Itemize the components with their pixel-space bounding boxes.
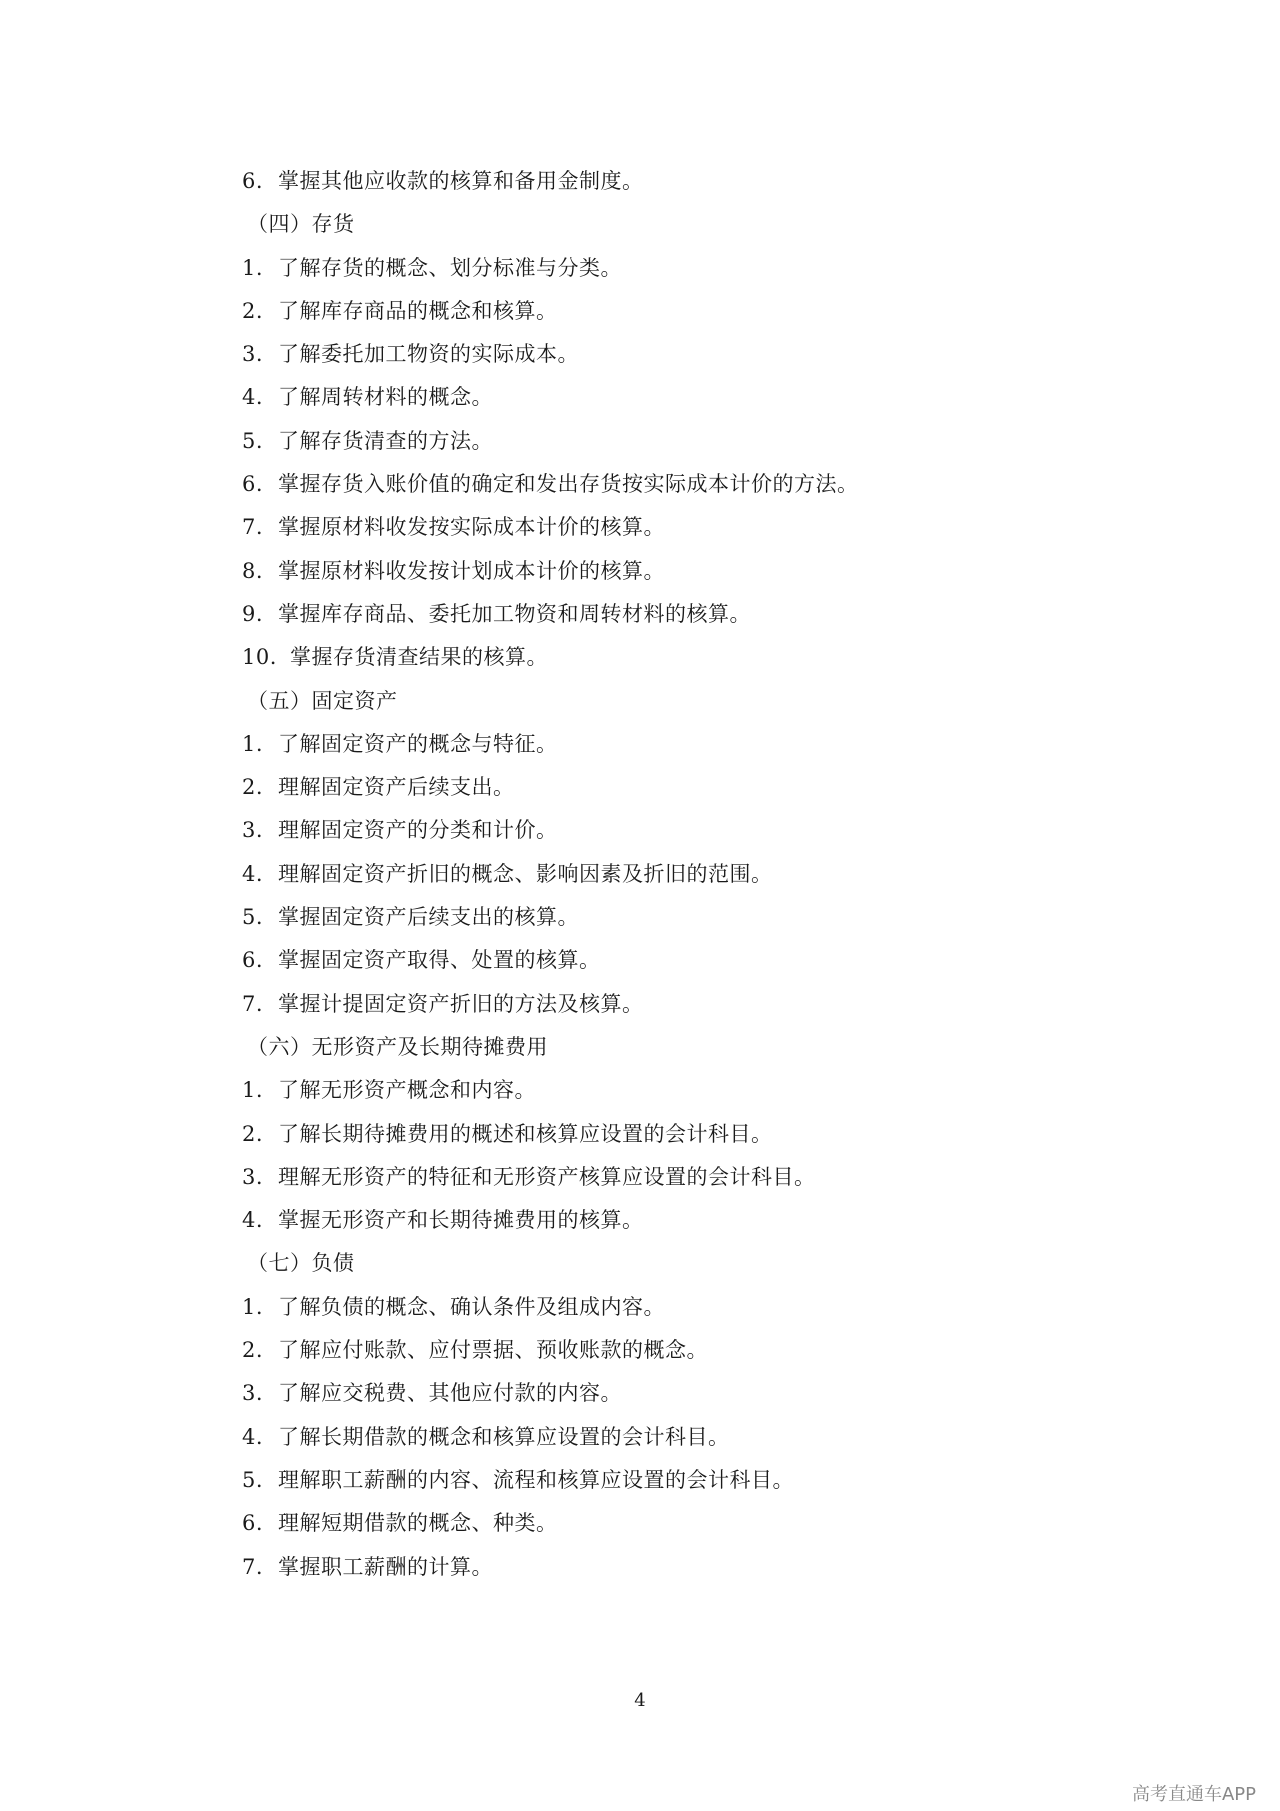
list-item-number: 2. xyxy=(242,775,264,800)
list-item xyxy=(0,1286,1280,1329)
list-item-number: 3. xyxy=(242,1164,264,1189)
section-heading-text: （四）存货 xyxy=(247,212,355,237)
list-item-text: 掌握库存商品、委托加工物资和周转材料的核算。 xyxy=(278,601,751,626)
list-item xyxy=(0,333,1280,376)
list-item-number: 5. xyxy=(242,1467,264,1492)
list-item-text: 掌握存货入账价值的确定和发出存货按实际成本计价的方法。 xyxy=(278,472,859,497)
list-item-text: 了解无形资产概念和内容。 xyxy=(278,1078,536,1103)
list-item-text: 理解固定资产的分类和计价。 xyxy=(278,818,558,843)
section-heading-text: （六）无形资产及长期待摊费用 xyxy=(247,1034,548,1059)
list-item-number: 1. xyxy=(242,1294,264,1319)
list-item xyxy=(0,593,1280,636)
list-item-number: 1. xyxy=(242,255,264,280)
list-item-number: 3. xyxy=(242,342,264,367)
list-item-number: 6. xyxy=(242,169,264,193)
list-item-text: 掌握其他应收款的核算和备用金制度。 xyxy=(278,169,644,193)
list-item xyxy=(0,420,1280,463)
list-item xyxy=(0,550,1280,593)
list-item-number: 1. xyxy=(242,1078,264,1103)
list-item-number: 10. xyxy=(242,645,277,670)
list-item xyxy=(0,853,1280,896)
list-item-text: 了解负债的概念、确认条件及组成内容。 xyxy=(278,1294,665,1319)
list-item xyxy=(0,160,1280,203)
list-item-text: 掌握固定资产取得、处置的核算。 xyxy=(278,948,601,973)
list-item xyxy=(0,766,1280,809)
watermark-text: 高考直通车APP xyxy=(1131,1784,1256,1805)
list-item-number: 4. xyxy=(242,1208,264,1233)
list-item xyxy=(0,983,1280,1026)
list-item-number: 2. xyxy=(242,1121,264,1146)
section-heading-text: （七）负债 xyxy=(247,1251,355,1276)
list-item xyxy=(0,723,1280,766)
list-item-number: 3. xyxy=(242,1381,264,1406)
list-item xyxy=(0,1416,1280,1459)
list-item xyxy=(0,1502,1280,1545)
list-item xyxy=(0,896,1280,939)
list-item-number: 1. xyxy=(242,731,264,756)
list-item xyxy=(0,1459,1280,1502)
list-item-number: 6. xyxy=(242,472,264,497)
list-item-text: 掌握存货清查结果的核算。 xyxy=(290,645,548,670)
list-item xyxy=(0,939,1280,982)
list-item-text: 掌握原材料收发按实际成本计价的核算。 xyxy=(278,515,665,540)
list-item-number: 3. xyxy=(242,818,264,843)
list-item-number: 5. xyxy=(242,905,264,930)
list-item-text: 了解库存商品的概念和核算。 xyxy=(278,298,558,323)
list-item xyxy=(0,1199,1280,1242)
list-item-text: 掌握无形资产和长期待摊费用的核算。 xyxy=(278,1208,644,1233)
list-item-number: 6. xyxy=(242,948,264,973)
list-item-number: 7. xyxy=(242,515,264,540)
list-item xyxy=(0,1546,1280,1589)
document-body xyxy=(0,160,1280,1589)
list-item-text: 理解职工薪酬的内容、流程和核算应设置的会计科目。 xyxy=(278,1467,794,1492)
list-item-text: 了解应付账款、应付票据、预收账款的概念。 xyxy=(278,1338,708,1363)
list-item-text: 掌握原材料收发按计划成本计价的核算。 xyxy=(278,558,665,583)
list-item-text: 了解委托加工物资的实际成本。 xyxy=(278,342,579,367)
list-item-number: 4. xyxy=(242,1424,264,1449)
list-item-text: 理解短期借款的概念、种类。 xyxy=(278,1511,558,1536)
list-item-text: 理解固定资产折旧的概念、影响因素及折旧的范围。 xyxy=(278,861,773,886)
list-item-number: 2. xyxy=(242,1338,264,1363)
list-item-text: 掌握计提固定资产折旧的方法及核算。 xyxy=(278,991,644,1016)
list-item-text: 了解固定资产的概念与特征。 xyxy=(278,731,558,756)
list-item-text: 理解无形资产的特征和无形资产核算应设置的会计科目。 xyxy=(278,1164,816,1189)
list-item xyxy=(0,506,1280,549)
section-heading xyxy=(0,1026,1280,1069)
list-item xyxy=(0,636,1280,679)
page-number: 4 xyxy=(634,1690,646,1711)
list-item-number: 7. xyxy=(242,1554,264,1579)
section-heading-text: （五）固定资产 xyxy=(247,688,398,713)
list-item-text: 了解应交税费、其他应付款的内容。 xyxy=(278,1381,622,1406)
list-item-text: 了解长期待摊费用的概述和核算应设置的会计科目。 xyxy=(278,1121,773,1146)
list-item xyxy=(0,463,1280,506)
section-heading xyxy=(0,203,1280,246)
list-item-text: 掌握职工薪酬的计算。 xyxy=(278,1554,493,1579)
list-item xyxy=(0,1069,1280,1112)
list-item xyxy=(0,376,1280,419)
list-item-text: 掌握固定资产后续支出的核算。 xyxy=(278,905,579,930)
list-item xyxy=(0,809,1280,852)
section-heading xyxy=(0,1242,1280,1285)
list-item-number: 9. xyxy=(242,601,264,626)
list-item-number: 4. xyxy=(242,385,264,410)
list-item xyxy=(0,1156,1280,1199)
list-item-text: 了解存货的概念、划分标准与分类。 xyxy=(278,255,622,280)
list-item-number: 2. xyxy=(242,298,264,323)
list-item-text: 了解长期借款的概念和核算应设置的会计科目。 xyxy=(278,1424,730,1449)
list-item-number: 4. xyxy=(242,861,264,886)
list-item xyxy=(0,1113,1280,1156)
list-item-number: 6. xyxy=(242,1511,264,1536)
list-item xyxy=(0,290,1280,333)
list-item xyxy=(0,247,1280,290)
section-heading xyxy=(0,680,1280,723)
list-item-text: 理解固定资产后续支出。 xyxy=(278,775,515,800)
list-item-number: 8. xyxy=(242,558,264,583)
list-item-number: 7. xyxy=(242,991,264,1016)
list-item-text: 了解存货清查的方法。 xyxy=(278,428,493,453)
list-item xyxy=(0,1372,1280,1415)
list-item xyxy=(0,1329,1280,1372)
list-item-text: 了解周转材料的概念。 xyxy=(278,385,493,410)
list-item-number: 5. xyxy=(242,428,264,453)
